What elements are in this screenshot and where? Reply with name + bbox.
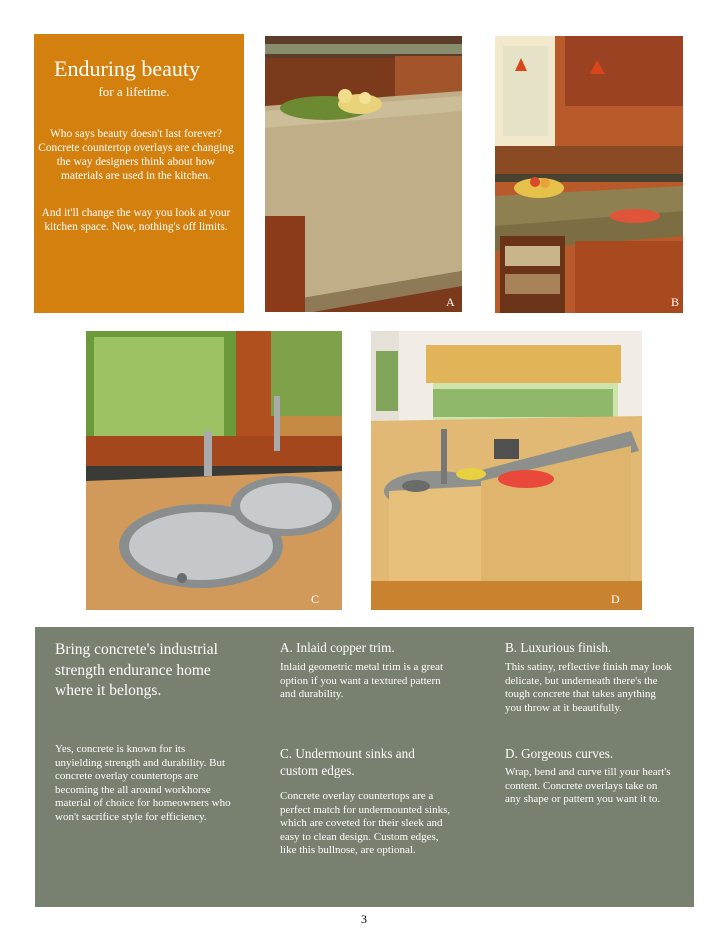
intro-paragraph-2: And it'll change the way you look at your kitchen space. Now, nothing's off limits. bbox=[41, 207, 231, 233]
caption-d-heading: D. Gorgeous curves. bbox=[505, 746, 614, 761]
photo-a-countertop bbox=[265, 36, 462, 312]
photo-d-curved-counter bbox=[371, 331, 642, 610]
intro-box bbox=[34, 34, 244, 313]
caption-b-body: This satiny, reflective finish may look delicate, but underneath there's the tough concrete that takes anything you throw at it beautifully. bbox=[505, 661, 672, 714]
lead-body: Yes, concrete is known for its unyielding strength and durability. But concrete overlay countertops are becoming the all around workhorse material of choice for homeowners who won't sacrifice style for efficiency. bbox=[55, 743, 231, 823]
caption-c-heading: C. Undermount sinks and custom edges. bbox=[280, 746, 415, 778]
intro-title: Enduring beauty bbox=[54, 56, 201, 81]
page-number: 3 bbox=[361, 912, 367, 926]
caption-c-body: Concrete overlay countertops are a perfect match for undermounted sinks, which are coveted for their sleek and easy to clean design. Custom edges, like this bullnose, are optional. bbox=[280, 790, 451, 856]
photo-b-kitchen bbox=[495, 36, 683, 313]
captions-panel bbox=[35, 627, 694, 907]
photo-a-label: A bbox=[446, 295, 455, 309]
intro-subtitle: for a lifetime. bbox=[98, 84, 170, 99]
caption-b-heading: B. Luxurious finish. bbox=[505, 640, 612, 655]
photo-b-label: B bbox=[671, 295, 680, 309]
photo-c-label: C bbox=[311, 592, 320, 606]
photo-d-label: D bbox=[611, 592, 620, 606]
photo-c-sink bbox=[86, 331, 342, 610]
caption-d-body: Wrap, bend and curve till your heart's content. Concrete overlays take on any shape or pattern you want it to. bbox=[505, 766, 671, 805]
caption-a-heading: A. Inlaid copper trim. bbox=[280, 640, 395, 655]
lead-heading: Bring concrete's industrial strength endurance home where it belongs. bbox=[55, 641, 218, 699]
intro-paragraph-1: Who says beauty doesn't last forever? Concrete countertop overlays are changing the way designers think about how materials are used in the kitchen. bbox=[38, 128, 234, 182]
caption-a-body: Inlaid geometric metal trim is a great option if you want a textured pattern and durability. bbox=[280, 661, 444, 700]
